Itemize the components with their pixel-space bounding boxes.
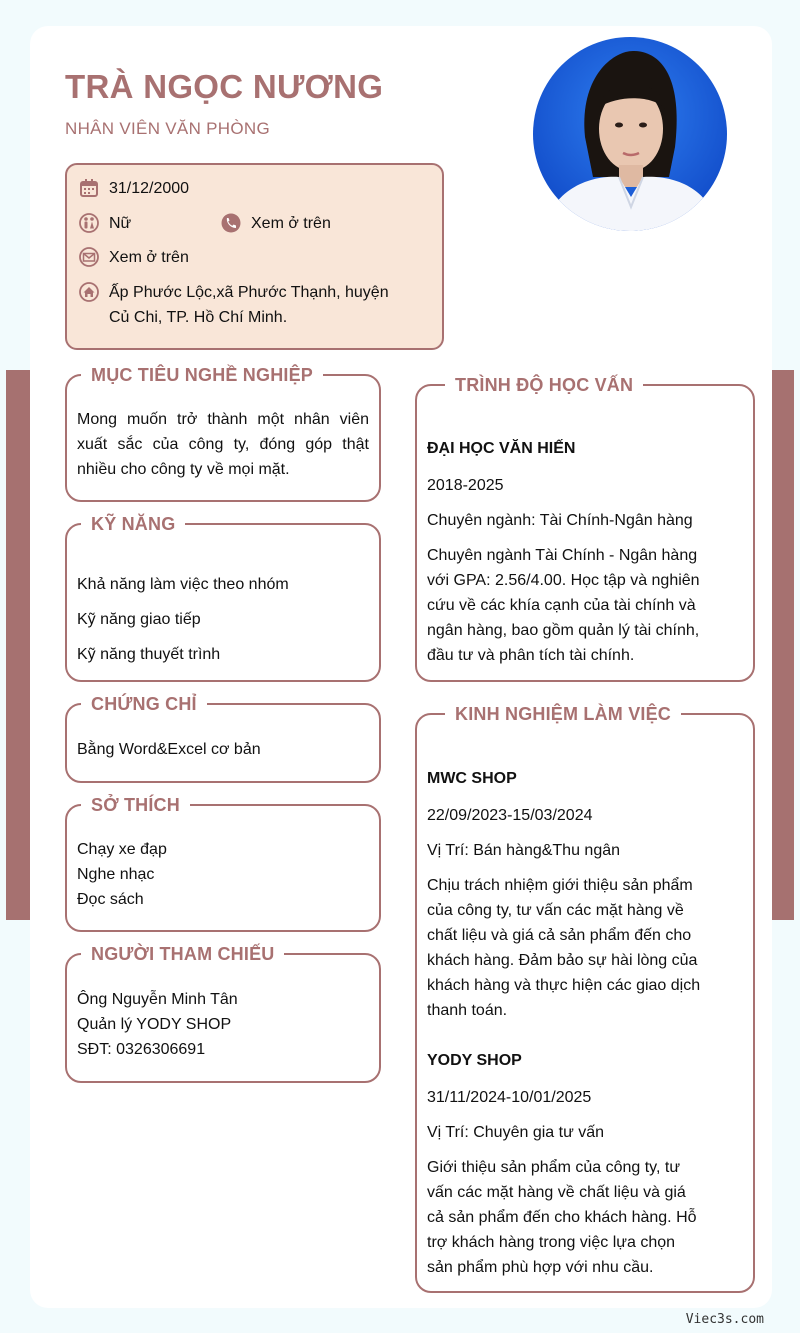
certificates-title: CHỨNG CHỈ bbox=[81, 692, 207, 716]
job-description-line: chất liệu và giá cả sản phẩm đến cho bbox=[427, 927, 692, 944]
skill-item: Kỹ năng thuyết trình bbox=[77, 646, 221, 663]
right-decor-band bbox=[770, 370, 794, 920]
hobbies-list bbox=[77, 837, 369, 912]
candidate-name: TRÀ NGỌC NƯƠNG bbox=[65, 68, 384, 105]
education-entry bbox=[427, 436, 743, 668]
job-description-line: vấn các mặt hàng về chất liệu và giá bbox=[427, 1184, 686, 1201]
job-description-line: Chịu trách nhiệm giới thiệu sản phẩm bbox=[427, 877, 693, 894]
job-description-line: Giới thiệu sản phẩm của công ty, tư bbox=[427, 1159, 681, 1176]
birthday-row bbox=[79, 176, 189, 201]
contact-card bbox=[65, 163, 444, 350]
experience-entry-1 bbox=[427, 766, 743, 1023]
references-section bbox=[65, 944, 381, 1083]
job-period: 31/11/2024-10/01/2025 bbox=[427, 1089, 592, 1106]
education-description-line: ngân hàng, bao gồm quản lý tài chính, bbox=[427, 622, 700, 639]
calendar-icon bbox=[79, 178, 99, 198]
phone-value: Xem ở trên bbox=[251, 215, 331, 232]
gender-value: Nữ bbox=[109, 215, 132, 232]
job-position: Vị Trí: Bán hàng&Thu ngân bbox=[427, 842, 621, 859]
left-decor-band bbox=[6, 370, 30, 920]
watermark-text: Viec3s.com bbox=[685, 1312, 764, 1327]
reference-item: Ông Nguyễn Minh Tân bbox=[77, 991, 238, 1008]
education-major: Chuyên ngành: Tài Chính-Ngân hàng bbox=[427, 512, 693, 529]
education-description-line: cứu về các khía cạnh của tài chính và bbox=[427, 597, 696, 614]
skills-section bbox=[65, 514, 381, 682]
address-value: Ấp Phước Lộc,xã Phước Thạnh, huyện Củ Chi, TP. Hồ Chí Minh. bbox=[109, 284, 389, 326]
job-description-line: khách hàng. Đảm bảo sự hài lòng của bbox=[427, 952, 698, 969]
skills-title: KỸ NĂNG bbox=[81, 512, 185, 536]
skill-item: Khả năng làm việc theo nhóm bbox=[77, 576, 289, 593]
certificate-item: Bằng Word&Excel cơ bản bbox=[77, 741, 261, 758]
school-name: ĐẠI HỌC VĂN HIẾN bbox=[427, 440, 576, 457]
email-value: Xem ở trên bbox=[109, 249, 189, 266]
job-description-line: trợ khách hàng trong việc lựa chọn bbox=[427, 1234, 676, 1251]
profile-photo bbox=[533, 37, 727, 231]
hobbies-title: SỞ THÍCH bbox=[81, 793, 190, 817]
job-description-line: thanh toán. bbox=[427, 1002, 508, 1019]
candidate-role: NHÂN VIÊN VĂN PHÒNG bbox=[65, 119, 271, 138]
hobby-item: Chạy xe đạp bbox=[77, 841, 167, 858]
gender-icon bbox=[79, 213, 99, 233]
home-icon bbox=[79, 282, 99, 302]
job-description-line: cả sản phẩm đến cho khách hàng. Hỗ bbox=[427, 1209, 697, 1226]
job-description-line: sản phẩm phù hợp với nhu cầu. bbox=[427, 1259, 654, 1276]
gender-row bbox=[79, 211, 131, 236]
phone-icon bbox=[221, 213, 241, 233]
skills-list bbox=[77, 572, 369, 667]
job-position: Vị Trí: Chuyên gia tư vấn bbox=[427, 1124, 605, 1141]
company-name: YODY SHOP bbox=[427, 1052, 522, 1069]
objective-title: MỤC TIÊU NGHỀ NGHIỆP bbox=[81, 363, 323, 387]
job-description-line: khách hàng và thực hiện các giao dịch bbox=[427, 977, 701, 994]
education-period: 2018-2025 bbox=[427, 477, 504, 494]
email-row bbox=[79, 245, 189, 270]
hobby-item: Nghe nhạc bbox=[77, 866, 155, 883]
education-section bbox=[415, 375, 755, 682]
job-description-line: của công ty, tư vấn các mặt hàng về bbox=[427, 902, 684, 919]
education-title: TRÌNH ĐỘ HỌC VẤN bbox=[445, 373, 643, 397]
education-description-line: đầu tư và phân tích tài chính. bbox=[427, 647, 635, 664]
phone-row bbox=[221, 211, 331, 236]
skill-item: Kỹ năng giao tiếp bbox=[77, 611, 201, 628]
experience-entry-2 bbox=[427, 1048, 743, 1280]
certificates-section bbox=[65, 694, 381, 783]
experience-section bbox=[415, 704, 755, 1293]
reference-item: SĐT: 0326306691 bbox=[77, 1041, 206, 1058]
references-title: NGƯỜI THAM CHIẾU bbox=[81, 942, 284, 966]
address-row bbox=[79, 280, 409, 330]
hobby-item: Đọc sách bbox=[77, 891, 144, 908]
birthday-value: 31/12/2000 bbox=[109, 180, 190, 197]
reference-item: Quản lý YODY SHOP bbox=[77, 1016, 232, 1033]
company-name: MWC SHOP bbox=[427, 770, 517, 787]
hobbies-section bbox=[65, 795, 381, 932]
education-description-line: với GPA: 2.56/4.00. Học tập và nghiên bbox=[427, 572, 700, 589]
job-period: 22/09/2023-15/03/2024 bbox=[427, 807, 593, 824]
education-description-line: Chuyên ngành Tài Chính - Ngân hàng bbox=[427, 547, 698, 564]
objective-section bbox=[65, 365, 381, 502]
envelope-icon bbox=[79, 247, 99, 267]
experience-title: KINH NGHIỆM LÀM VIỆC bbox=[445, 702, 681, 726]
objective-text: Mong muốn trở thành một nhân viên xuất sắc của công ty, đóng góp thật nhiều cho công ty về mọi mặt. bbox=[77, 411, 369, 478]
references-list bbox=[77, 987, 369, 1062]
